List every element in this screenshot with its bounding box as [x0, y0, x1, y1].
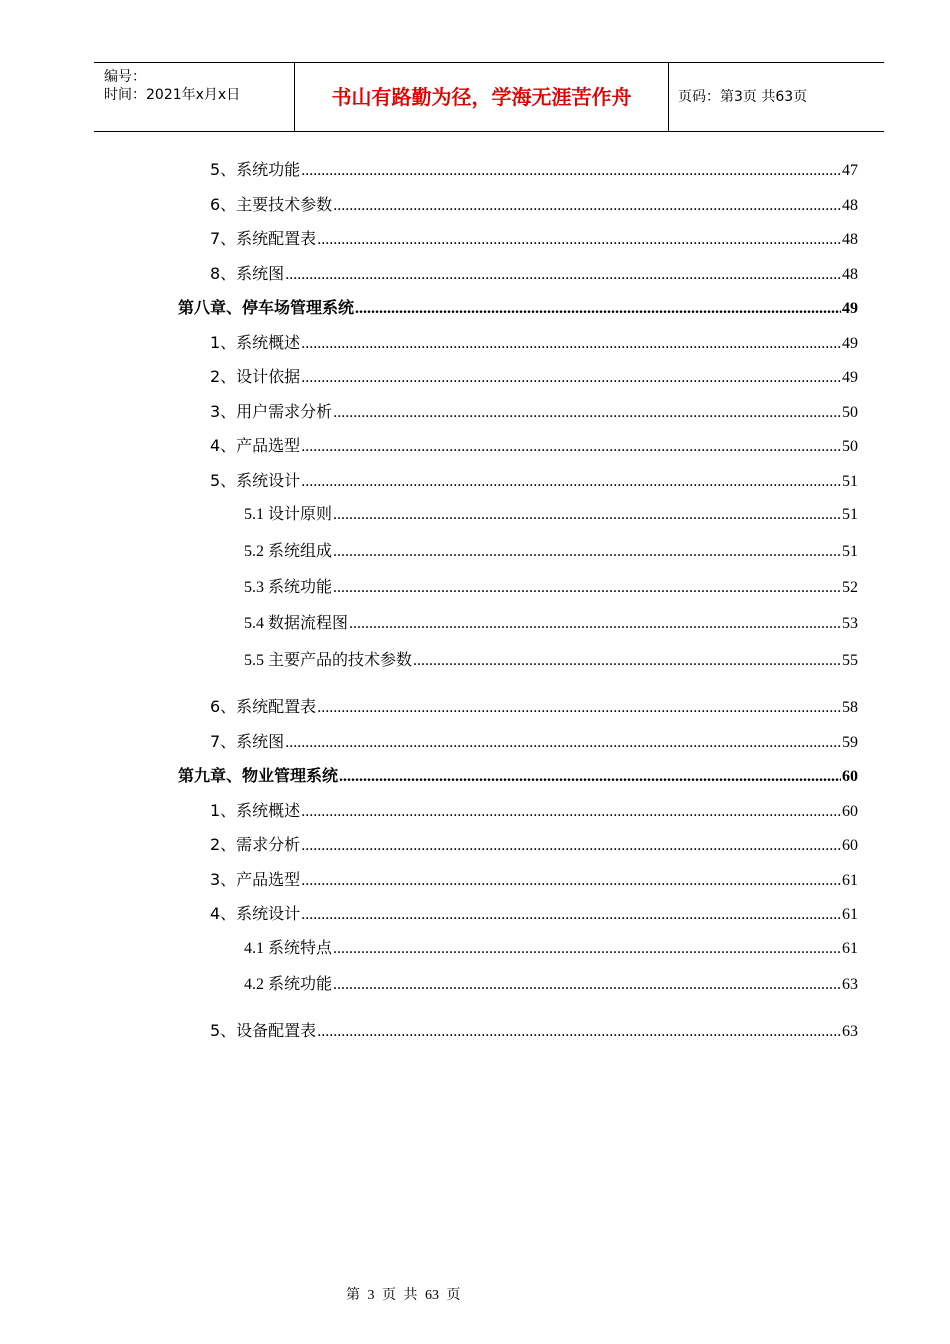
toc-entry-page: 51: [842, 473, 858, 490]
toc-leader-dots: [333, 194, 841, 218]
toc-leader-dots: [301, 834, 841, 858]
toc-entry-title: 5、系统功能: [210, 160, 301, 179]
toc-entry[interactable]: [210, 193, 858, 217]
document-number-label: 编号：: [104, 69, 146, 85]
toc-entry[interactable]: [210, 434, 858, 458]
header-page-code: 页码：第3页 共63页: [678, 89, 808, 105]
toc-entry-title: 6、主要技术参数: [210, 195, 333, 214]
toc-entry-page: 60: [842, 768, 858, 785]
toc-entry-page: 48: [842, 197, 858, 214]
toc-entry-title: 3、产品选型: [210, 870, 301, 889]
toc-leader-dots: [301, 800, 841, 824]
toc-entry-title: 7、系统图: [210, 732, 285, 751]
toc-entry[interactable]: [210, 902, 858, 926]
toc-chapter-entry[interactable]: [178, 296, 858, 320]
toc-entry[interactable]: [210, 400, 858, 424]
header-motto-cell: [294, 63, 669, 131]
toc-entry-page: 49: [842, 335, 858, 352]
toc-entry-page: 60: [842, 837, 858, 854]
toc-leader-dots: [333, 401, 841, 425]
toc-entry[interactable]: [210, 262, 858, 286]
toc-entry[interactable]: [210, 1019, 858, 1043]
toc-leader-dots: [301, 470, 841, 494]
toc-entry-page: 60: [842, 803, 858, 820]
page-header: [94, 62, 884, 132]
toc-leader-dots: [301, 159, 841, 183]
header-page-cell: [668, 63, 884, 131]
toc-subentry[interactable]: [244, 649, 858, 673]
toc-entry-page: 47: [842, 162, 858, 179]
toc-entry-title: 4.2 系统功能: [244, 976, 333, 993]
toc-entry-title: 5.1 设计原则: [244, 506, 333, 523]
toc-chapter-entry[interactable]: [178, 764, 858, 788]
toc-leader-dots: [317, 1020, 841, 1044]
toc-entry-title: 6、系统配置表: [210, 697, 317, 716]
toc-entry-title: 7、系统配置表: [210, 229, 317, 248]
toc-entry-title: 1、系统概述: [210, 333, 301, 352]
toc-leader-dots: [333, 540, 841, 564]
toc-entry[interactable]: [210, 158, 858, 182]
toc-entry-title: 5.3 系统功能: [244, 579, 333, 596]
toc-leader-dots: [285, 731, 841, 755]
toc-entry-page: 50: [842, 404, 858, 421]
toc-entry-title: 4.1 系统特点: [244, 940, 333, 957]
toc-entry-page: 51: [842, 543, 858, 560]
toc-leader-dots: [301, 435, 841, 459]
page-footer: 第 3 页 共 63 页: [346, 1288, 461, 1303]
toc-leader-dots: [301, 903, 841, 927]
toc-subentry[interactable]: [244, 612, 858, 636]
toc-subentry[interactable]: [244, 576, 858, 600]
toc-leader-dots: [317, 696, 841, 720]
toc-leader-dots: [301, 366, 841, 390]
toc-entry-title: 2、需求分析: [210, 835, 301, 854]
header-meta: [94, 63, 294, 131]
toc-leader-dots: [413, 649, 841, 673]
toc-entry-page: 63: [842, 976, 858, 993]
toc-entry-page: 53: [842, 615, 858, 632]
toc-entry-title: 5、设备配置表: [210, 1021, 317, 1040]
toc-entry-page: 61: [842, 872, 858, 889]
toc-leader-dots: [355, 297, 841, 321]
document-time-label: 时间：2021年x月x日: [104, 87, 241, 103]
toc-entry-title: 5.2 系统组成: [244, 543, 333, 560]
toc-entry-title: 2、设计依据: [210, 367, 301, 386]
toc-entry-page: 48: [842, 266, 858, 283]
toc-leader-dots: [333, 576, 841, 600]
header-motto: 书山有路勤为径，学海无涯苦作舟: [331, 85, 632, 109]
toc-entry-title: 8、系统图: [210, 264, 285, 283]
toc-entry-title: 3、用户需求分析: [210, 402, 333, 421]
toc-entry[interactable]: [210, 833, 858, 857]
toc-entry[interactable]: [210, 730, 858, 754]
toc-entry-page: 52: [842, 579, 858, 596]
toc-subentry[interactable]: [244, 503, 858, 527]
toc-entry-title: 第九章、物业管理系统: [178, 766, 339, 785]
toc-leader-dots: [301, 869, 841, 893]
toc-subentry[interactable]: [244, 937, 858, 961]
toc-entry[interactable]: [210, 695, 858, 719]
toc-entry-page: 58: [842, 699, 858, 716]
toc-entry-page: 61: [842, 906, 858, 923]
toc-leader-dots: [333, 503, 841, 527]
toc-entry-page: 48: [842, 231, 858, 248]
toc-entry-title: 5.4 数据流程图: [244, 615, 349, 632]
toc-entry-page: 49: [842, 369, 858, 386]
toc-entry-page: 50: [842, 438, 858, 455]
toc-leader-dots: [301, 332, 841, 356]
toc-leader-dots: [339, 765, 841, 789]
toc-leader-dots: [333, 973, 841, 997]
toc-subentry[interactable]: [244, 973, 858, 997]
toc-entry-page: 55: [842, 652, 858, 669]
toc-entry-title: 5、系统设计: [210, 471, 301, 490]
toc-leader-dots: [333, 937, 841, 961]
toc-entry[interactable]: [210, 469, 858, 493]
toc-entry-title: 5.5 主要产品的技术参数: [244, 652, 413, 669]
toc-entry-page: 51: [842, 506, 858, 523]
toc-subentry[interactable]: [244, 540, 858, 564]
toc-entry[interactable]: [210, 331, 858, 355]
toc-leader-dots: [349, 612, 841, 636]
toc-entry[interactable]: [210, 227, 858, 251]
toc-entry-page: 49: [842, 300, 858, 317]
toc-entry-title: 4、产品选型: [210, 436, 301, 455]
toc-entry-title: 第八章、停车场管理系统: [178, 298, 355, 317]
toc-entry[interactable]: [210, 365, 858, 389]
toc-entry-title: 1、系统概述: [210, 801, 301, 820]
toc-leader-dots: [317, 228, 841, 252]
toc-entry-title: 4、系统设计: [210, 904, 301, 923]
toc-entry-page: 63: [842, 1023, 858, 1040]
toc-entry-page: 59: [842, 734, 858, 751]
toc-entry[interactable]: [210, 868, 858, 892]
toc-entry[interactable]: [210, 799, 858, 823]
toc-leader-dots: [285, 263, 841, 287]
toc-entry-page: 61: [842, 940, 858, 957]
